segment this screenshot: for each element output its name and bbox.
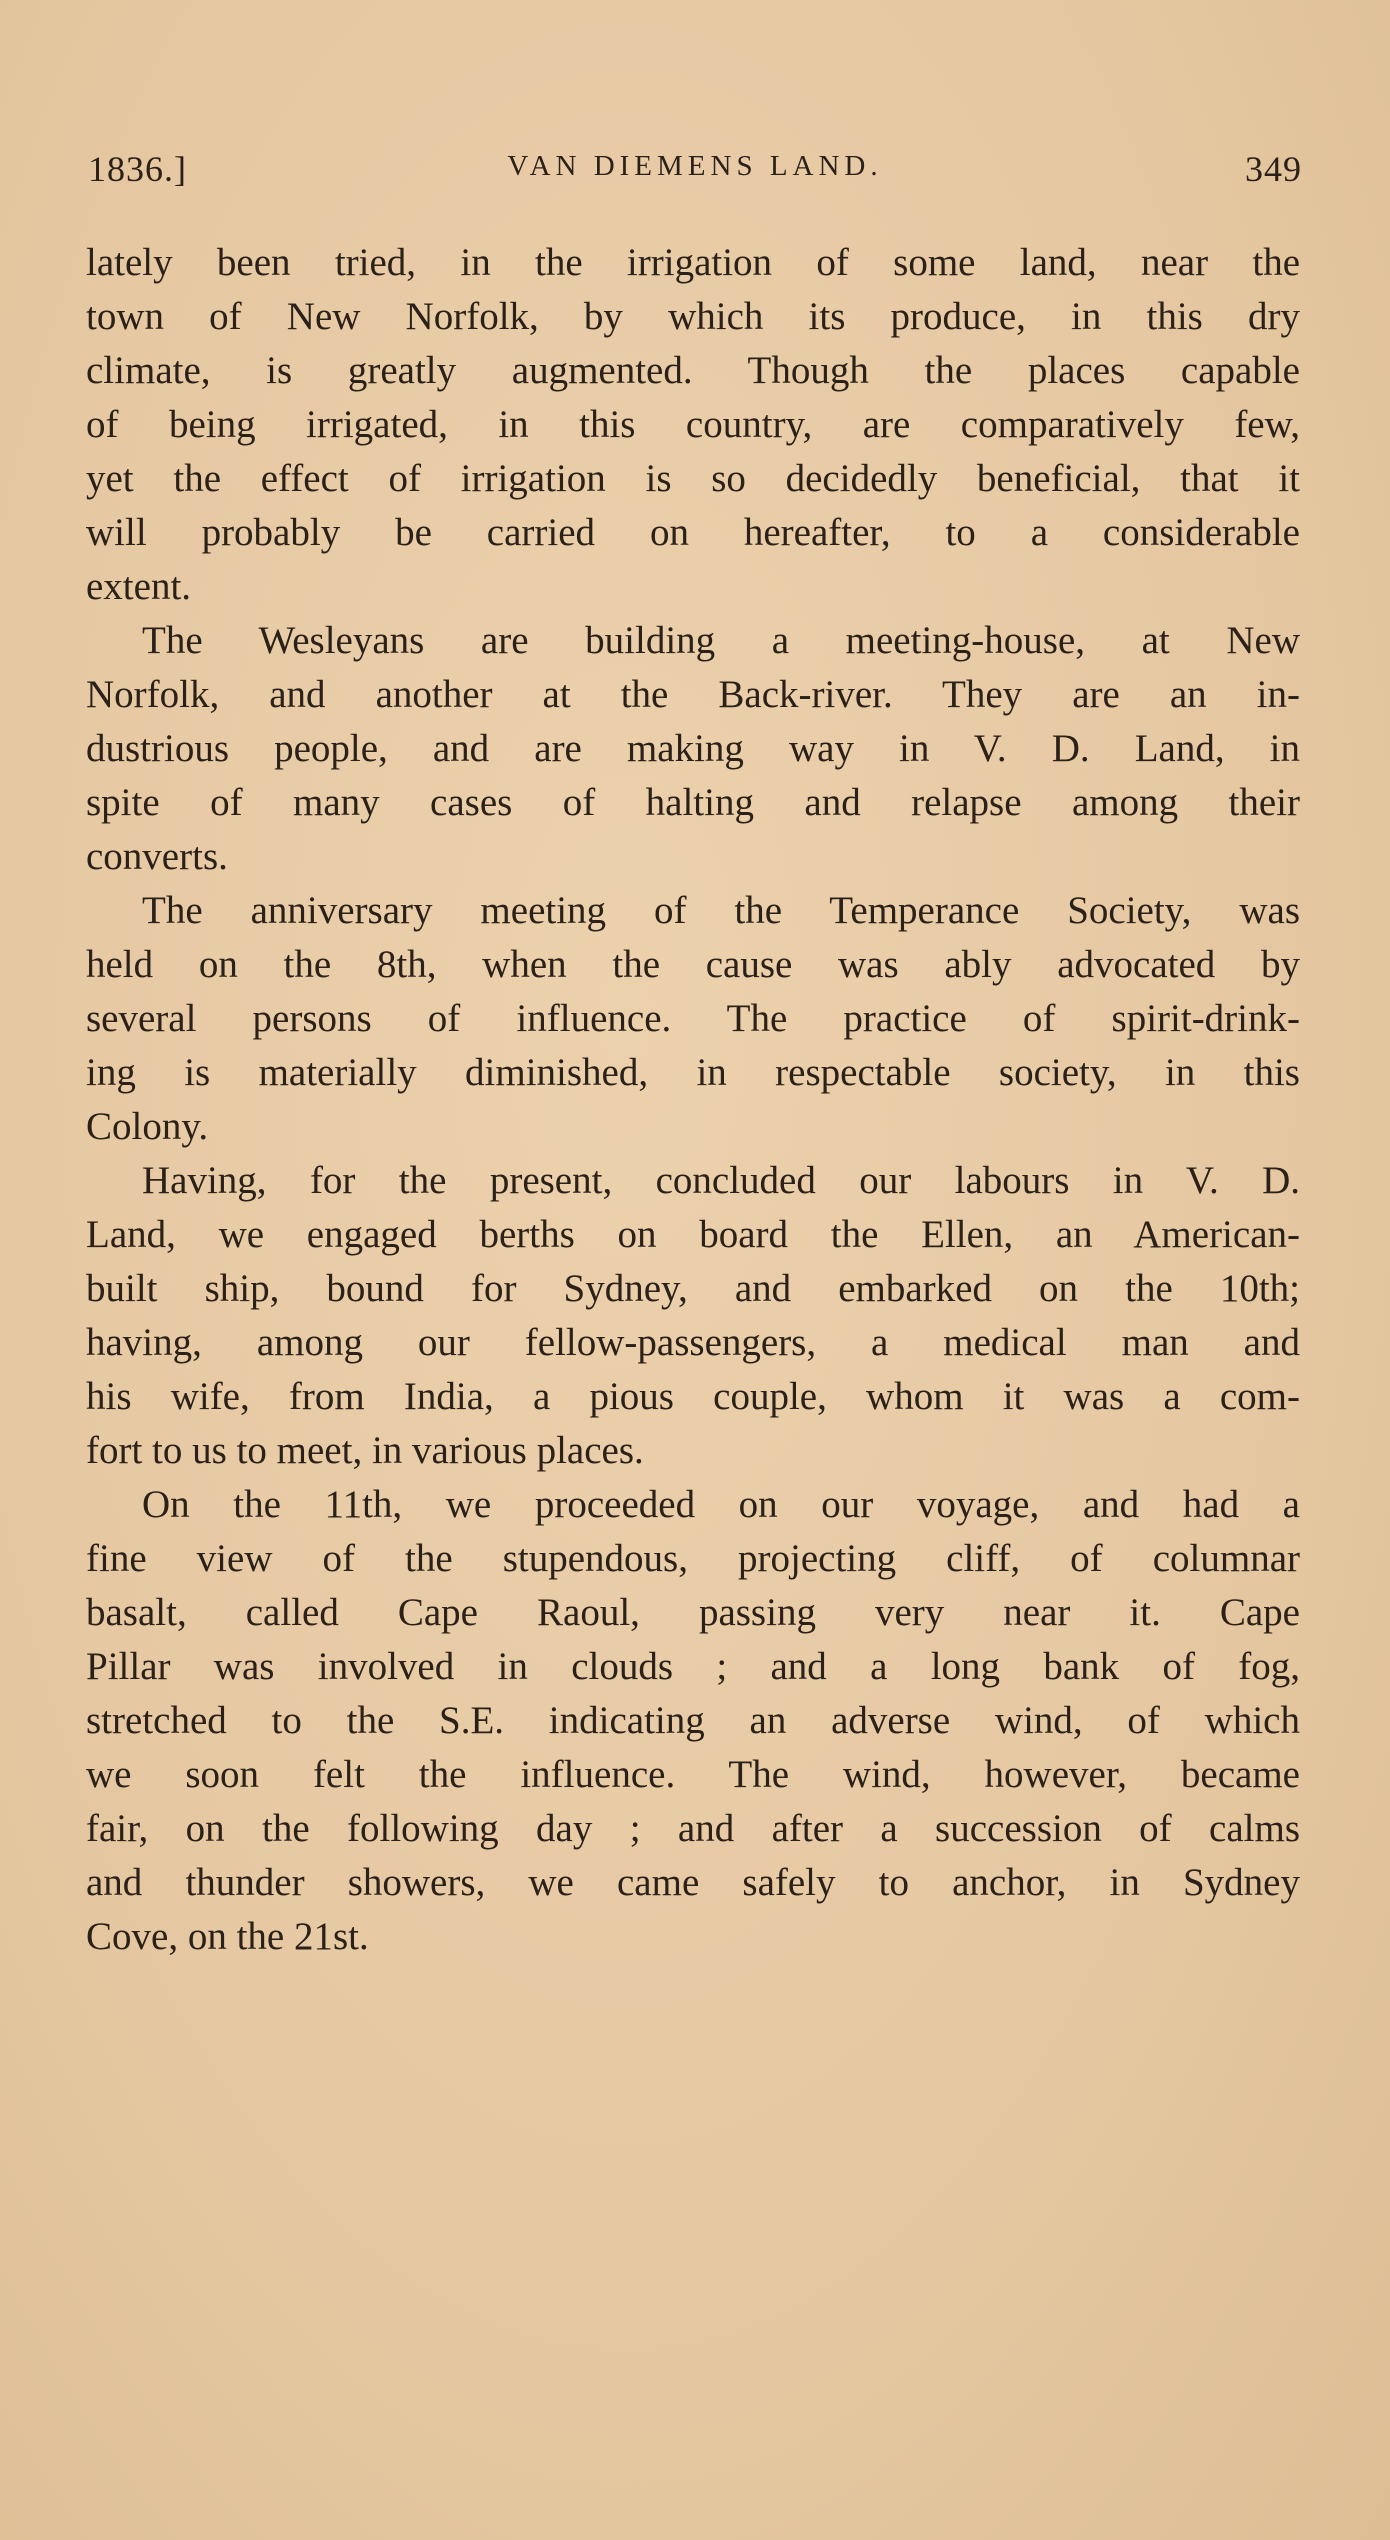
paragraph bbox=[86, 884, 1300, 1154]
text-line: extent. bbox=[86, 565, 192, 608]
text-line: On the 11th, we proceeded on our voyage, and had a bbox=[142, 1483, 1300, 1526]
text-line: fine view of the stupendous, projecting cliff, of columnar bbox=[86, 1537, 1300, 1580]
text-line: Norfolk, and another at the Back-river. They are an in- bbox=[86, 673, 1300, 716]
text-line: ing is materially diminished, in respectable society, in this bbox=[86, 1051, 1300, 1094]
paragraph bbox=[86, 1478, 1300, 1964]
text-line: we soon felt the influence. The wind, however, became bbox=[86, 1753, 1300, 1796]
text-line: lately been tried, in the irrigation of some land, near the bbox=[86, 241, 1300, 284]
paragraph bbox=[86, 1154, 1300, 1478]
text-line: dustrious people, and are making way in V. D. Land, in bbox=[86, 727, 1300, 770]
text-line: Cove, on the 21st. bbox=[86, 1915, 369, 1958]
body-text bbox=[86, 236, 1300, 1964]
text-line: The anniversary meeting of the Temperance Society, was bbox=[142, 889, 1300, 932]
text-line: of being irrigated, in this country, are comparatively few, bbox=[86, 403, 1300, 446]
text-line: and thunder showers, we came safely to anchor, in Sydney bbox=[86, 1861, 1300, 1904]
text-line: his wife, from India, a pious couple, whom it was a com- bbox=[86, 1375, 1300, 1418]
text-line: Pillar was involved in clouds ; and a long bank of fog, bbox=[86, 1645, 1300, 1688]
text-line: Having, for the present, concluded our labours in V. D. bbox=[142, 1159, 1300, 1202]
text-line: fair, on the following day ; and after a succession of calms bbox=[86, 1807, 1300, 1850]
text-line: The Wesleyans are building a meeting-house, at New bbox=[142, 619, 1300, 662]
paragraph bbox=[86, 236, 1300, 614]
text-line: Colony. bbox=[86, 1105, 209, 1148]
text-line: held on the 8th, when the cause was ably advocated by bbox=[86, 943, 1300, 986]
text-line: built ship, bound for Sydney, and embarked on the 10th; bbox=[86, 1267, 1300, 1310]
running-head bbox=[88, 148, 1302, 198]
header-title: VAN DIEMENS LAND. bbox=[507, 150, 883, 182]
text-line: town of New Norfolk, by which its produce, in this dry bbox=[86, 295, 1300, 338]
text-line: climate, is greatly augmented. Though the places capable bbox=[86, 349, 1300, 392]
text-line: Land, we engaged berths on board the Ellen, an American- bbox=[86, 1213, 1300, 1256]
text-line: stretched to the S.E. indicating an adverse wind, of which bbox=[86, 1699, 1300, 1742]
paragraph bbox=[86, 614, 1300, 884]
text-line: fort to us to meet, in various places. bbox=[86, 1429, 644, 1472]
text-line: converts. bbox=[86, 835, 228, 878]
page-number: 349 bbox=[1245, 149, 1302, 189]
text-line: several persons of influence. The practice of spirit-drink- bbox=[86, 997, 1300, 1040]
text-line: basalt, called Cape Raoul, passing very near it. Cape bbox=[86, 1591, 1300, 1634]
text-line: will probably be carried on hereafter, to a considerable bbox=[86, 511, 1300, 554]
text-line: spite of many cases of halting and relapse among their bbox=[86, 781, 1300, 824]
text-line: yet the effect of irrigation is so decidedly beneficial, that it bbox=[86, 457, 1300, 500]
text-line: having, among our fellow-passengers, a medical man and bbox=[86, 1321, 1300, 1364]
header-year: 1836.] bbox=[88, 149, 187, 189]
